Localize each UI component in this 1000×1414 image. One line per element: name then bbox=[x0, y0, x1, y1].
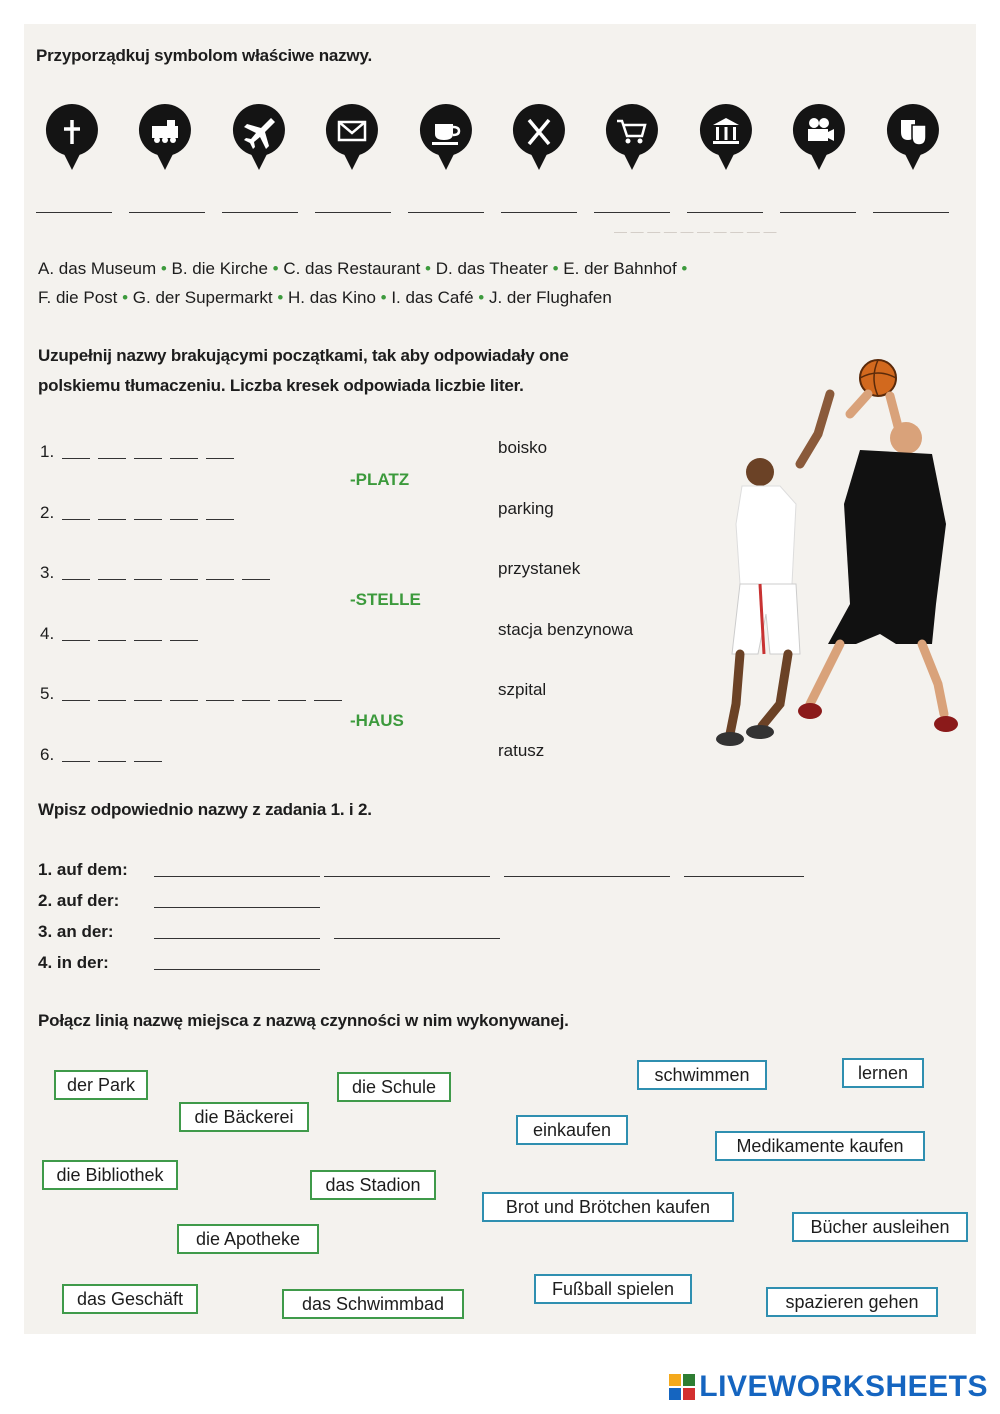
item-number: 4. bbox=[40, 623, 55, 643]
option-label: F. die Post bbox=[38, 288, 118, 307]
theater-masks-icon bbox=[885, 102, 941, 172]
option-label: G. der Supermarkt bbox=[132, 288, 273, 307]
letter-blank[interactable] bbox=[62, 761, 90, 762]
section1-title: Przyporządkuj symbolom właściwe nazwy. bbox=[36, 46, 372, 65]
liveworksheets-watermark bbox=[669, 1370, 988, 1404]
options-line-1 bbox=[38, 259, 687, 279]
letter-blank[interactable] bbox=[134, 761, 162, 762]
activity-tag[interactable]: einkaufen bbox=[516, 1115, 628, 1145]
letter-blank[interactable] bbox=[98, 458, 126, 459]
place-tag[interactable]: das Schwimmbad bbox=[282, 1289, 464, 1319]
letter-blank[interactable] bbox=[134, 700, 162, 701]
item-number: 6. bbox=[40, 744, 55, 764]
section3-label: 4. in der: bbox=[38, 953, 109, 972]
suffix-platz: -PLATZ bbox=[350, 470, 410, 489]
letter-blank[interactable] bbox=[134, 458, 162, 459]
section3-title: Wpisz odpowiednio nazwy z zadania 1. i 2. bbox=[38, 800, 372, 819]
letter-blank[interactable] bbox=[134, 579, 162, 580]
fork-knife-icon bbox=[511, 102, 567, 172]
place-tag[interactable]: die Schule bbox=[337, 1072, 451, 1102]
worksheet-page bbox=[24, 24, 976, 1334]
suffix-haus: -HAUS bbox=[350, 711, 404, 730]
answer-blank[interactable] bbox=[154, 938, 320, 939]
letter-blank[interactable] bbox=[314, 700, 342, 701]
watermark-text: LIVEWORKSHEETS bbox=[699, 1370, 988, 1403]
section3-label: 2. auf der: bbox=[38, 891, 120, 910]
option-label: B. die Kirche bbox=[171, 259, 268, 278]
letter-blank[interactable] bbox=[98, 519, 126, 520]
icon-answer-blank[interactable] bbox=[687, 212, 763, 213]
icon-answer-blank[interactable] bbox=[501, 212, 577, 213]
icon-answer-blank[interactable] bbox=[222, 212, 298, 213]
option-separator: • bbox=[272, 288, 289, 307]
letter-blank[interactable] bbox=[170, 579, 198, 580]
place-tag[interactable]: die Bibliothek bbox=[42, 1160, 178, 1190]
option-separator: • bbox=[420, 259, 436, 278]
option-separator: • bbox=[473, 288, 489, 307]
bleed-through-text: — — — — — — — — — — bbox=[614, 224, 777, 239]
option-label: D. das Theater bbox=[435, 259, 548, 278]
museum-columns-icon bbox=[698, 102, 754, 172]
movie-camera-icon bbox=[791, 102, 847, 172]
activity-tag[interactable]: Bücher ausleihen bbox=[792, 1212, 968, 1242]
place-tag[interactable]: der Park bbox=[54, 1070, 148, 1100]
section2-title-line1: Uzupełnij nazwy brakującymi początkami, tak aby odpowiadały one bbox=[38, 346, 569, 365]
item-number: 5. bbox=[40, 684, 55, 703]
section4-title: Połącz linią nazwę miejsca z nazwą czynności w nim wykonywanej. bbox=[38, 1011, 569, 1030]
letter-blank[interactable] bbox=[134, 640, 162, 641]
icon-answer-blank[interactable] bbox=[36, 212, 112, 213]
translation-label: przystanek bbox=[498, 559, 581, 578]
place-tag[interactable]: das Stadion bbox=[310, 1170, 436, 1200]
icon-answer-blank[interactable] bbox=[594, 212, 670, 213]
letter-blank[interactable] bbox=[278, 700, 306, 701]
activity-tag[interactable]: Brot und Brötchen kaufen bbox=[482, 1192, 734, 1222]
icon-answer-blank[interactable] bbox=[315, 212, 391, 213]
item-number: 3. bbox=[40, 563, 55, 582]
activity-tag[interactable]: Medikamente kaufen bbox=[715, 1131, 925, 1161]
icon-answer-blank[interactable] bbox=[408, 212, 484, 213]
place-tag[interactable]: das Geschäft bbox=[62, 1284, 198, 1314]
answer-blank[interactable] bbox=[334, 938, 500, 939]
icon-answer-blank[interactable] bbox=[129, 212, 205, 213]
letter-blank[interactable] bbox=[206, 519, 234, 520]
item-number: 1. bbox=[40, 442, 55, 461]
liveworksheets-logo-icon bbox=[669, 1374, 695, 1400]
option-label: A. das Museum bbox=[38, 259, 157, 278]
activity-tag[interactable]: Fußball spielen bbox=[534, 1274, 692, 1304]
translation-label: ratusz bbox=[498, 740, 545, 760]
letter-blank[interactable] bbox=[170, 519, 198, 520]
envelope-icon bbox=[324, 102, 380, 172]
answer-blank[interactable] bbox=[154, 876, 320, 877]
letter-blank[interactable] bbox=[170, 700, 198, 701]
letter-blank[interactable] bbox=[62, 579, 90, 580]
answer-blank[interactable] bbox=[324, 876, 490, 877]
airplane-icon bbox=[231, 102, 287, 172]
activity-tag[interactable]: spazieren gehen bbox=[766, 1287, 938, 1317]
letter-blank[interactable] bbox=[206, 579, 234, 580]
option-separator: • bbox=[267, 259, 284, 278]
section3-label: 1. auf dem: bbox=[38, 860, 128, 879]
coffee-cup-icon bbox=[418, 102, 474, 172]
option-label: H. das Kino bbox=[288, 288, 376, 307]
letter-blank[interactable] bbox=[206, 458, 234, 459]
section2-title-line2: polskiemu tłumaczeniu. Liczba kresek odpowiada liczbie liter. bbox=[38, 376, 524, 395]
letter-blank[interactable] bbox=[62, 700, 90, 701]
letter-blank[interactable] bbox=[242, 700, 270, 701]
option-separator: • bbox=[676, 259, 688, 278]
item-number: 2. bbox=[40, 502, 55, 522]
train-icon bbox=[137, 102, 193, 172]
translation-label: szpital bbox=[498, 680, 547, 699]
translation-label: boisko bbox=[498, 438, 548, 457]
answer-blank[interactable] bbox=[684, 876, 804, 877]
option-label: I. das Café bbox=[391, 288, 474, 307]
option-separator: • bbox=[117, 288, 133, 307]
letter-blank[interactable] bbox=[134, 519, 162, 520]
option-label: J. der Flughafen bbox=[488, 288, 612, 307]
letter-blank[interactable] bbox=[170, 458, 198, 459]
answer-blank[interactable] bbox=[504, 876, 670, 877]
shopping-cart-icon bbox=[604, 102, 660, 172]
option-separator: • bbox=[547, 259, 564, 278]
suffix-stelle: -STELLE bbox=[350, 590, 421, 609]
basketball-players-illustration bbox=[700, 354, 960, 764]
option-separator: • bbox=[375, 288, 392, 307]
letter-blank[interactable] bbox=[206, 700, 234, 701]
translation-label: parking bbox=[498, 498, 554, 518]
activity-tag[interactable]: lernen bbox=[842, 1058, 924, 1088]
church-cross-icon bbox=[44, 102, 100, 172]
letter-blank[interactable] bbox=[98, 761, 126, 762]
section3-label: 3. an der: bbox=[38, 922, 114, 941]
options-line-2 bbox=[38, 288, 612, 308]
place-tag[interactable]: die Bäckerei bbox=[179, 1102, 309, 1132]
letter-blank[interactable] bbox=[98, 579, 126, 580]
letter-blank[interactable] bbox=[62, 640, 90, 641]
letter-blank[interactable] bbox=[170, 640, 198, 641]
option-label: E. der Bahnhof bbox=[563, 259, 677, 278]
place-tag[interactable]: die Apotheke bbox=[177, 1224, 319, 1254]
letter-blank[interactable] bbox=[98, 640, 126, 641]
activity-tag[interactable]: schwimmen bbox=[637, 1060, 767, 1090]
translation-label: stacja benzynowa bbox=[498, 619, 634, 639]
option-separator: • bbox=[156, 259, 172, 278]
letter-blank[interactable] bbox=[98, 700, 126, 701]
icon-answer-blank[interactable] bbox=[873, 212, 949, 213]
answer-blank[interactable] bbox=[154, 969, 320, 970]
letter-blank[interactable] bbox=[242, 579, 270, 580]
icon-answer-blank[interactable] bbox=[780, 212, 856, 213]
letter-blank[interactable] bbox=[62, 519, 90, 520]
letter-blank[interactable] bbox=[62, 458, 90, 459]
option-label: C. das Restaurant bbox=[283, 259, 421, 278]
answer-blank[interactable] bbox=[154, 907, 320, 908]
